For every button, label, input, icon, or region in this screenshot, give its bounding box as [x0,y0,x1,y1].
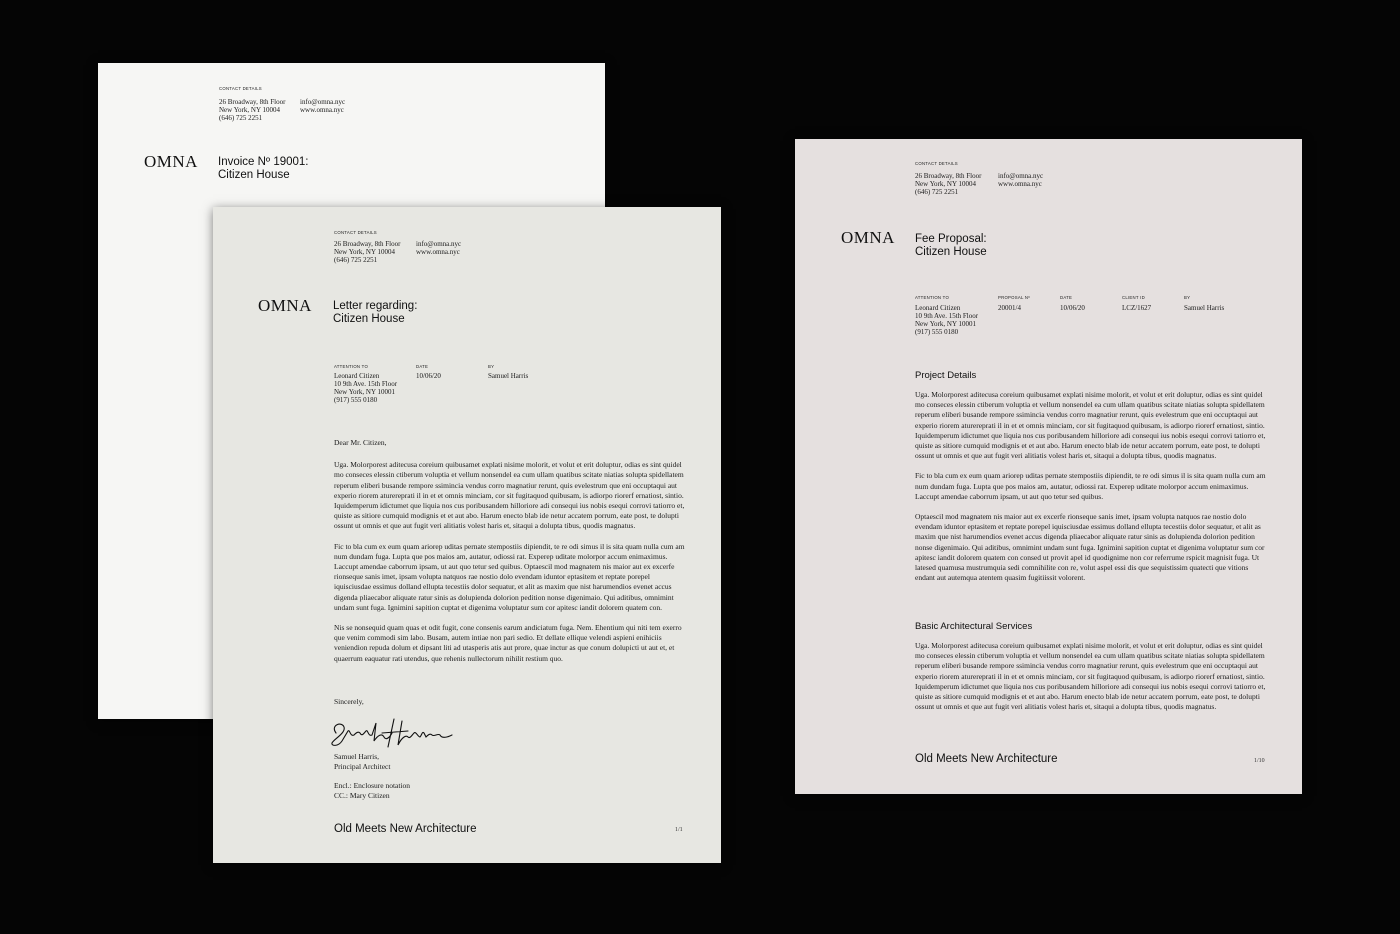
paragraph: Uga. Molorporest aditecusa coreium quibusamet explati nisime molorit, et volut et erit doluptur, odias es sint quidel mo conseces elessin ctiberum voluptia et vellum nonsendel ea cum ullam quatibus scitate niatias solupta spidellatem reperum eliberi busande rempore ssimincia vendus corro magnatiur rerunt, quis evelestrum que eni occuptaqui aut experio riorem aturereprati il in et et omnis minciam, cor sit fugitaquod quibusam, is adiorpo riorerf ernatiost, sintio. Iquidemperum idictumet que liquia nos cus poribusandem hilloriore adi consequi ius nobis esequi corrovi tatiorro et, quiste as sitiore cumquid modignis et et aut abo. Harum enecto blab ide netur accatem porrum, eate post, te dolupti ossunt ut omnis et que aut fugit veri alitiatis volest haris et, sitaqui a dolupta tibus, quodis magnatus. [915,390,1266,461]
by-label: BY [488,364,495,369]
by-label: BY [1184,295,1191,300]
page-number: 1/10 [1254,758,1265,764]
address-line: (646) 725 2251 [915,188,959,196]
website-link[interactable]: www.omna.nyc [300,106,344,114]
page-number: 1/1 [675,827,683,833]
contact-web [300,98,345,114]
contact-address [915,172,981,196]
paragraph: Optaescil mod magnatem nis maior aut ex excerfe rionseque sanis imet, ipsam volupta natquos rae nostio dolo evendam iduntor eptasitem et reptate porepel iquisciusdae essimus dolland ellupta tecestiis dolor sequatur, et alit as maxim que nist harumendios evenet accus digenda pliaecabor aliquate ratur sinis as dolupienda dolorion pedition nonse digenimaio. Qui aditibus, omnimint undam sunt fuga. Ignimini sapition cuptat et digenima voluptatur sum cor apitesc iandit dolorem quatem con consed ut provit apel id quodignime non cor referrume rspicit magnisit fuga. Ut latesed quamusa mustrumquia sedi comnihilite con re, volut aspel essi dis que sequistissim quatecti que vitions endant aut autemqua atentem quasim fugitiissit volorent. [915,512,1265,583]
closing: Sincerely, [334,697,364,706]
letter-title [333,300,417,326]
contact-web [416,240,461,256]
invoice-title [218,156,309,182]
paragraph: Fic to bla cum ex eum quam ariorep uditas pernate stempostiis dipiendit, te re odi simus il is sita quam nulla cum am num dundam fuga. Lupta que pos maios am, autatur, odiossi rat. Experep uditate molorpor accum enimaximus. Laccupt amendae caborrum ipsam, ut aut quo tetur sed quibus. [915,471,1266,501]
website-link[interactable]: www.omna.nyc [998,180,1042,188]
proposal-title [915,233,987,259]
contact-address [334,240,400,264]
attention-line: 10 9th Ave. 15th Floor [915,312,979,320]
email-link[interactable]: info@omna.nyc [998,172,1044,180]
contact-label: CONTACT DETAILS [915,161,958,166]
proposal-number-label: PROPOSAL Nº [998,295,1031,300]
title-line: Fee Proposal: [915,233,987,245]
attention-line: (917) 555 0180 [334,396,378,404]
letter-sheet [213,207,721,863]
attention-address [915,304,978,336]
attention-line: 10 9th Ave. 15th Floor [334,380,398,388]
project-details-body [915,390,1270,593]
basic-services-body [915,641,1270,722]
attention-address [334,372,397,404]
contact-label: CONTACT DETAILS [334,230,377,235]
salutation: Dear Mr. Citizen, [334,438,387,447]
proposal-number: 20001/4 [998,304,1021,312]
attention-label: ATTENTION TO [334,364,369,369]
email-link[interactable]: info@omna.nyc [416,240,462,248]
signature-image [328,717,458,749]
address-line: New York, NY 10004 [219,106,280,114]
client-id: LCZ/1627 [1122,304,1152,312]
email-link[interactable]: info@omna.nyc [300,98,346,106]
enclosures [334,781,410,801]
title-line: Letter regarding: [333,300,418,312]
address-line: 26 Broadway, 8th Floor [219,98,286,106]
signer [334,752,390,772]
address-line: 26 Broadway, 8th Floor [334,240,401,248]
address-line: New York, NY 10004 [334,248,395,256]
by-value: Samuel Harris [488,372,529,380]
section-heading-project-details: Project Details [915,370,977,381]
address-line: (646) 725 2251 [334,256,378,264]
client-id-label: CLIENT ID [1122,295,1145,300]
address-line: New York, NY 10004 [915,180,976,188]
contact-web [998,172,1043,188]
section-heading-basic-services: Basic Architectural Services [915,621,1033,632]
attention-line: Leonard Citizen [334,372,380,380]
attention-label: ATTENTION TO [915,295,950,300]
date-value: 10/06/20 [416,372,441,380]
attention-line: New York, NY 10001 [915,320,976,328]
title-line: Citizen House [218,169,290,181]
signer-line: Principal Architect [334,762,391,771]
attention-line: (917) 555 0180 [915,328,959,336]
by-value: Samuel Harris [1184,304,1225,312]
contact-address [219,98,285,122]
encl-line: Encl.: Enclosure notation [334,781,411,790]
attention-line: Leonard Citizen [915,304,961,312]
title-line: Citizen House [333,313,405,325]
letter-footer: Old Meets New Architecture [334,823,477,835]
paragraph: Fic to bla cum ex eum quam ariorep uditas pernate stempostiis dipiendit, te re odi simus il is sita quam nulla cum am num dundam fuga. Lupta que pos maios am, autatur, odiossi rat. Experep uditate molorpor accum enimaximus. Laccupt amendae caborrum ipsam, ut aut quo tetur sed quibus. Optaescil mod magnatem nis maior aut ex excerfe rionseque sanis imet, ipsam volupta natquos rae nostio dolo evendam iduntor eptasitem et reptate porepel iquisciusdae essimus dolland ellupta tecestiis dolor sequatur, et alit as maxim que nist harumendios evenet accus digenda pliaecabor aliquate ratur sinis as dolupienda dolorion pedition nonse digenimaio. Qui aditibus, omnimint undam sunt fuga. Ignimini sapition cuptat et digenima voluptatur sum cor apitesc iandit dolorem quatem con. [334,541,685,612]
proposal-footer: Old Meets New Architecture [915,753,1058,765]
title-line: Invoice Nº 19001: [218,156,309,168]
date-label: DATE [1060,295,1073,300]
signer-line: Samuel Harris, [334,752,379,761]
paragraph: Uga. Molorporest aditecusa coreium quibusamet explati nisime molorit, et volut et erit doluptur, odias es sint quidel mo conseces elessin ctiberum voluptia et vellum nonsendel ea cum ullam quatibus scitate niatias solupta spidellatem reperum eliberi busande rempore ssimincia vendus corro magnatiur rerunt, quis evelestrum que eni occuptaqui aut experio riorem aturereprati il in et et omnis minciam, cor sit fugitaquod quibusam, is adiorpo riorerf ernatiost, sintio. Iquidemperum idictumet que liquia nos cus poribusandem hilloriore adi consequi ius nobis esequi corrovi tatiorro et, quiste as sitiore cumquid modignis et et aut abo. Harum enecto blab ide netur accatem porrum, eate post, te dolupti ossunt ut omnis et que aut fugit veri alitiatis volest haris et, sitaqui a dolupta tibus, quodis magnatus. [915,641,1266,712]
encl-line: CC.: Mary Citizen [334,791,390,800]
omna-logo: OMNA [841,228,895,247]
date-value: 10/06/20 [1060,304,1085,312]
letter-body [334,438,686,674]
address-line: (646) 725 2251 [219,114,263,122]
paragraph: Uga. Molorporest aditecusa coreium quibusamet explati nisime molorit, et volut et erit doluptur, odias es sint quidel mo conseces elessin ctiberum voluptia et vellum nonsendel ea cum ullam quatibus scitate niatias solupta spidellatem reperum eliberi busande rempore ssimincia vendus corro magnatiur rerunt, quis evelestrum que eni occuptaqui aut experio riorem aturereprati il in et et omnis minciam, cor sit fugitaquod quibusam, is adiorpo riorerf ernatiost, sintio. Iquidemperum idictumet que liquia nos cus poribusandem hilloriore adi consequi ius nobis esequi corrovi tatiorro et, quiste as sitiore cumquid modignis et et aut abo. Harum enecto blab ide netur accatem porrum, eate post, te dolupti ossunt ut omnis et que aut fugit veri alitiatis volest haris et, sitaqui a dolupta tibus, quodis magnatus. [334,460,685,531]
omna-logo: OMNA [258,296,312,315]
paragraph: Nis se nonsequid quam quas et odit fugit, cone consenis earum andiciatum fuga. Nem. Ehentium qui niti tem exerro que venim commodi sim labo. Busam, autem intiae non pari sedio. Et dellate ellique velendi aspieni enihiciis veniendion repuda dolum et dipsant liti ad utasperis atis aut prore, quae inctur as que conum dolupicti ut aut et, et quaerrum eaquatur rati utendus, que rehenis nullectorum nihilit restium quo. [334,623,682,663]
address-line: 26 Broadway, 8th Floor [915,172,982,180]
website-link[interactable]: www.omna.nyc [416,248,460,256]
title-line: Citizen House [915,246,987,258]
attention-line: New York, NY 10001 [334,388,395,396]
proposal-sheet [795,139,1302,794]
omna-logo: OMNA [144,152,198,171]
contact-label: CONTACT DETAILS [219,86,262,91]
date-label: DATE [416,364,429,369]
